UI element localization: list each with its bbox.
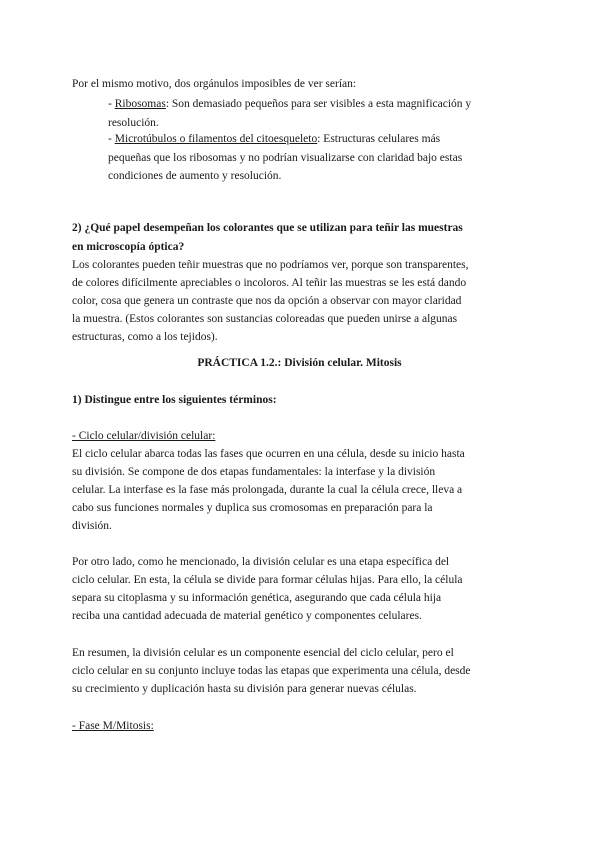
section-heading-fase-m: - Fase M/Mitosis: bbox=[72, 720, 154, 732]
list-item-continuation: resolución. bbox=[108, 117, 159, 129]
paragraph-line: división. bbox=[72, 520, 112, 532]
intro-text: Por el mismo motivo, dos orgánulos imposibles de ver serían: bbox=[72, 78, 357, 90]
practice-title: PRÁCTICA 1.2.: División celular. Mitosis bbox=[197, 357, 402, 369]
list-item-text: : Son demasiado pequeños para ser visibles a esta magnificación y bbox=[165, 98, 472, 110]
question-2-title-cont: en microscopía óptica? bbox=[72, 241, 185, 253]
list-item-microtubulos bbox=[108, 129, 440, 149]
answer-line: la muestra. (Estos colorantes son sustancias coloreadas que pueden unirse a algunas bbox=[72, 313, 458, 325]
paragraph-line: ciclo celular. En esta, la célula se divide para formar células hijas. Para ello, la célula bbox=[72, 574, 463, 586]
term-ribosomas: Ribosomas bbox=[114, 98, 166, 110]
list-item-continuation: condiciones de aumento y resolución. bbox=[108, 170, 282, 182]
list-item-continuation: pequeñas que los ribosomas y no podrían visualizarse con claridad bajo estas bbox=[108, 152, 463, 164]
paragraph-line: ciclo celular en su conjunto incluye todas las etapas que experimenta una célula, desde bbox=[72, 665, 471, 677]
paragraph-line: celular. La interfase es la fase más prolongada, durante la cual la célula crece, lleva a bbox=[72, 484, 463, 496]
paragraph-line: su división. Se compone de dos etapas fundamentales: la interfase y la división bbox=[72, 466, 436, 478]
answer-line: Los colorantes pueden teñir muestras que no podríamos ver, porque son transparentes, bbox=[72, 259, 469, 271]
paragraph-line: cabo sus funciones normales y duplica sus cromosomas en preparación para la bbox=[72, 502, 433, 514]
paragraph-line: En resumen, la división celular es un componente esencial del ciclo celular, pero el bbox=[72, 647, 454, 659]
list-item-text: : Estructuras celulares más bbox=[317, 133, 441, 145]
answer-line: de colores difícilmente apreciables o incoloros. Al teñir las muestras se les está dando bbox=[72, 277, 467, 289]
paragraph-line: reciba una cantidad adecuada de material genético y componentes celulares. bbox=[72, 610, 422, 622]
list-item-ribosomas bbox=[108, 94, 471, 114]
list-dash: - bbox=[108, 98, 115, 110]
term-microtubulos: Microtúbulos o filamentos del citoesqueleto bbox=[114, 133, 318, 145]
paragraph-line: Por otro lado, como he mencionado, la división celular es una etapa específica del bbox=[72, 556, 450, 568]
question-2-title: 2) ¿Qué papel desempeñan los colorantes que se utilizan para teñir las muestras bbox=[72, 222, 463, 234]
answer-line: estructuras, como a los tejidos). bbox=[72, 331, 218, 343]
section-heading-ciclo: - Ciclo celular/división celular: bbox=[72, 430, 216, 442]
paragraph-line: El ciclo celular abarca todas las fases que ocurren en una célula, desde su inicio hasta bbox=[72, 448, 465, 460]
paragraph-line: separa su citoplasma y su información genética, asegurando que cada célula hija bbox=[72, 592, 442, 604]
paragraph-line: su crecimiento y duplicación hasta su división para generar nuevas células. bbox=[72, 683, 417, 695]
question-1-title: 1) Distingue entre los siguientes términos: bbox=[72, 394, 277, 406]
answer-line: color, cosa que genera un contraste que nos da opción a observar con mayor claridad bbox=[72, 295, 462, 307]
list-dash: - bbox=[108, 133, 115, 145]
